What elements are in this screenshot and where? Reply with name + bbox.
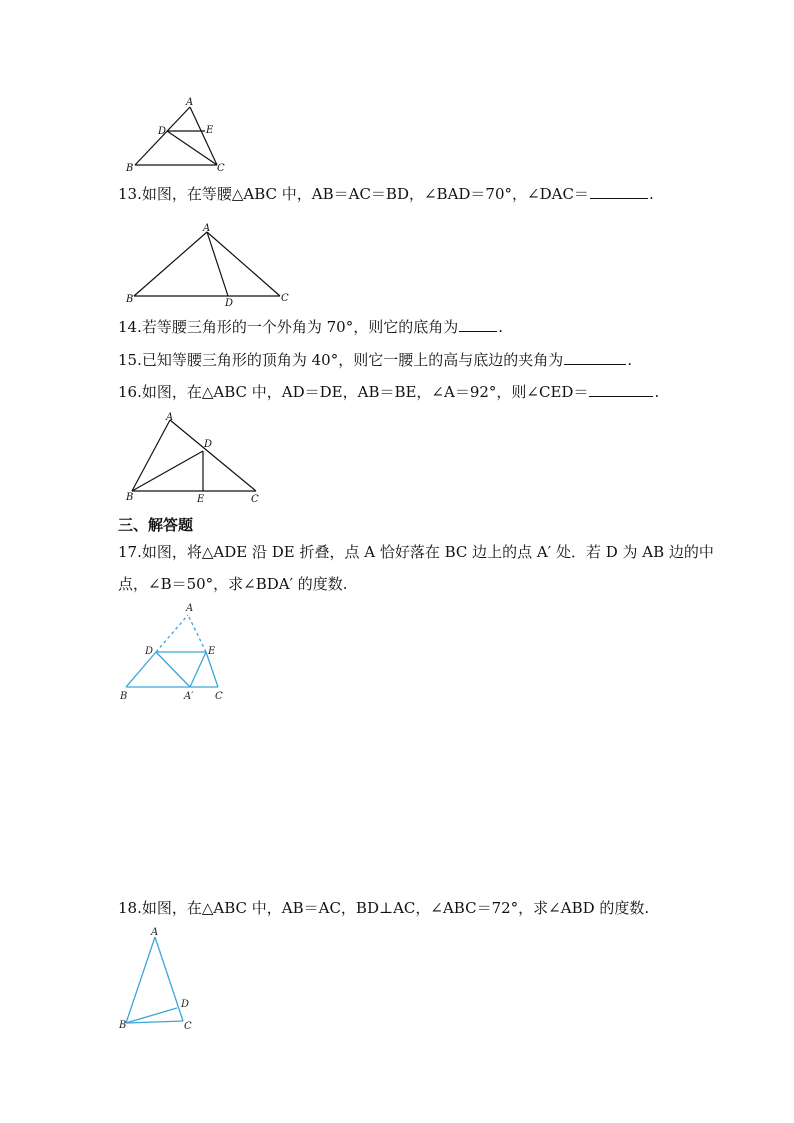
- label-b: B: [126, 163, 134, 174]
- label-b: B: [119, 1020, 127, 1031]
- label-b: B: [120, 691, 128, 702]
- label-c: C: [215, 691, 223, 702]
- question-15-end: .: [627, 351, 632, 369]
- label-e: E: [208, 646, 216, 657]
- answer-blank-16[interactable]: [589, 382, 653, 397]
- label-a: A: [166, 412, 174, 423]
- answer-blank-13[interactable]: [590, 184, 648, 199]
- question-14-end: .: [498, 318, 503, 336]
- label-d: D: [204, 439, 213, 450]
- label-d: D: [158, 126, 167, 137]
- question-15: [118, 350, 632, 370]
- question-16-text: 16.如图，在△ABC 中，AD＝DE，AB＝BE，∠A＝92°，则∠CED＝: [118, 383, 589, 401]
- question-13-text: 13.如图，在等腰△ABC 中，AB＝AC＝BD，∠BAD＝70°，∠DAC＝: [118, 185, 589, 203]
- label-a: A: [151, 927, 159, 938]
- label-d: D: [181, 999, 190, 1010]
- figure-q13: [120, 222, 300, 312]
- question-13-end: .: [648, 185, 654, 203]
- label-d: D: [145, 646, 154, 657]
- label-b: B: [126, 492, 134, 503]
- label-e: E: [206, 125, 214, 136]
- label-c: C: [251, 494, 259, 505]
- question-17-line-2: 点，∠B＝50°，求∠BDA′ 的度数.: [118, 575, 348, 593]
- question-14-text: 14.若等腰三角形的一个外角为 70°，则它的底角为: [118, 318, 459, 336]
- figure-q17: [118, 600, 238, 705]
- figure-q18: [118, 925, 208, 1035]
- figure-q12: [120, 95, 230, 175]
- question-15-text: 15.已知等腰三角形的顶角为 40°，则它一腰上的高与底边的夹角为: [118, 351, 564, 369]
- figure-q16: [120, 410, 270, 505]
- label-a-prime: A′: [184, 691, 194, 702]
- label-e: E: [197, 494, 205, 505]
- label-d: D: [225, 298, 234, 309]
- section-heading: 三、解答题: [118, 516, 194, 534]
- question-17-line-1: 17.如图，将△ADE 沿 DE 折叠，点 A 恰好落在 BC 边上的点 A′ 处．若 D 为 AB 边的中: [118, 543, 714, 561]
- question-16-end: .: [654, 383, 660, 401]
- answer-blank-15[interactable]: [564, 350, 626, 365]
- label-c: C: [184, 1021, 192, 1032]
- answer-blank-14[interactable]: [459, 317, 497, 332]
- question-14: [118, 317, 503, 337]
- label-a: A: [186, 97, 194, 108]
- label-a: A: [203, 223, 211, 234]
- label-c: C: [217, 163, 225, 174]
- question-18: 18.如图，在△ABC 中，AB＝AC，BD⊥AC，∠ABC＝72°，求∠ABD 的度数.: [118, 899, 650, 917]
- label-a: A: [186, 603, 194, 614]
- question-13: [118, 184, 654, 204]
- label-b: B: [126, 294, 134, 305]
- question-16: [118, 382, 659, 402]
- label-c: C: [281, 293, 289, 304]
